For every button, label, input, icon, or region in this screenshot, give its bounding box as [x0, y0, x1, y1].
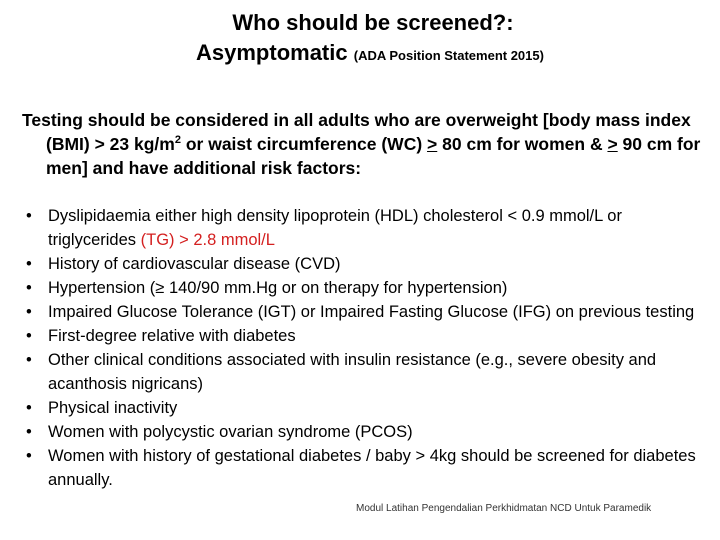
list-item [22, 444, 712, 492]
intro-superscript: 2 [174, 134, 181, 147]
bullet-text-highlight: (TG) > 2.8 mmol/L [140, 231, 275, 249]
bullet-marker: • [26, 207, 32, 225]
bullet-text: First-degree relative with diabetes [48, 327, 296, 345]
bullet-text: Hypertension (≥ 140/90 mm.Hg or on therapy for hypertension) [48, 279, 508, 297]
intro-text-4: 90 cm for men] and have additional risk factors: [46, 134, 701, 178]
title-asymptomatic: Asymptomatic [196, 40, 348, 65]
bullet-text: History of cardiovascular disease (CVD) [48, 255, 341, 273]
risk-factor-list [22, 204, 712, 492]
bullet-marker: • [26, 399, 32, 417]
bullet-marker: • [26, 423, 32, 441]
list-item [22, 276, 712, 300]
bullet-marker: • [26, 279, 32, 297]
bullet-text: Impaired Glucose Tolerance (IGT) or Impaired Fasting Glucose (IFG) on previous testing [48, 303, 695, 321]
list-item [22, 324, 712, 348]
bullet-text: Other clinical conditions associated with insulin resistance (e.g., severe obesity and acanthosis nigricans) [48, 351, 657, 393]
intro-gte-symbol-2: > [607, 134, 618, 154]
title-source-note: (ADA Position Statement 2015) [353, 48, 544, 63]
list-item [22, 252, 712, 276]
bullet-marker: • [26, 255, 32, 273]
bullet-text: Dyslipidaemia either high density lipoprotein (HDL) cholesterol < 0.9 mmol/L or triglycerides [48, 207, 622, 249]
list-item [22, 420, 712, 444]
title-line-1: Who should be screened?: [232, 10, 514, 35]
intro-paragraph [22, 108, 720, 180]
slide-title [0, 8, 720, 71]
list-item [22, 300, 712, 324]
list-item [22, 348, 712, 396]
bullet-text: Women with history of gestational diabetes / baby > 4kg should be screened for diabetes annually. [48, 447, 696, 489]
list-item [22, 396, 712, 420]
bullet-marker: • [26, 351, 32, 369]
intro-gte-symbol-1: > [427, 134, 438, 154]
bullet-text: Women with polycystic ovarian syndrome (PCOS) [48, 423, 413, 441]
bullet-marker: • [26, 303, 32, 321]
intro-text-2: or waist circumference (WC) [180, 134, 428, 154]
bullet-marker: • [26, 447, 32, 465]
intro-text-1: Testing should be considered in all adults who are overweight [body mass index (BMI) > 23 kg/m [22, 110, 691, 154]
bullet-marker: • [26, 327, 32, 345]
bullet-text: Physical inactivity [48, 399, 178, 417]
title-line-2 [0, 38, 720, 71]
list-item [22, 204, 712, 252]
intro-text-3: 80 cm for women & [437, 134, 608, 154]
footer-source: Modul Latihan Pengendalian Perkhidmatan NCD Untuk Paramedik [356, 503, 652, 514]
